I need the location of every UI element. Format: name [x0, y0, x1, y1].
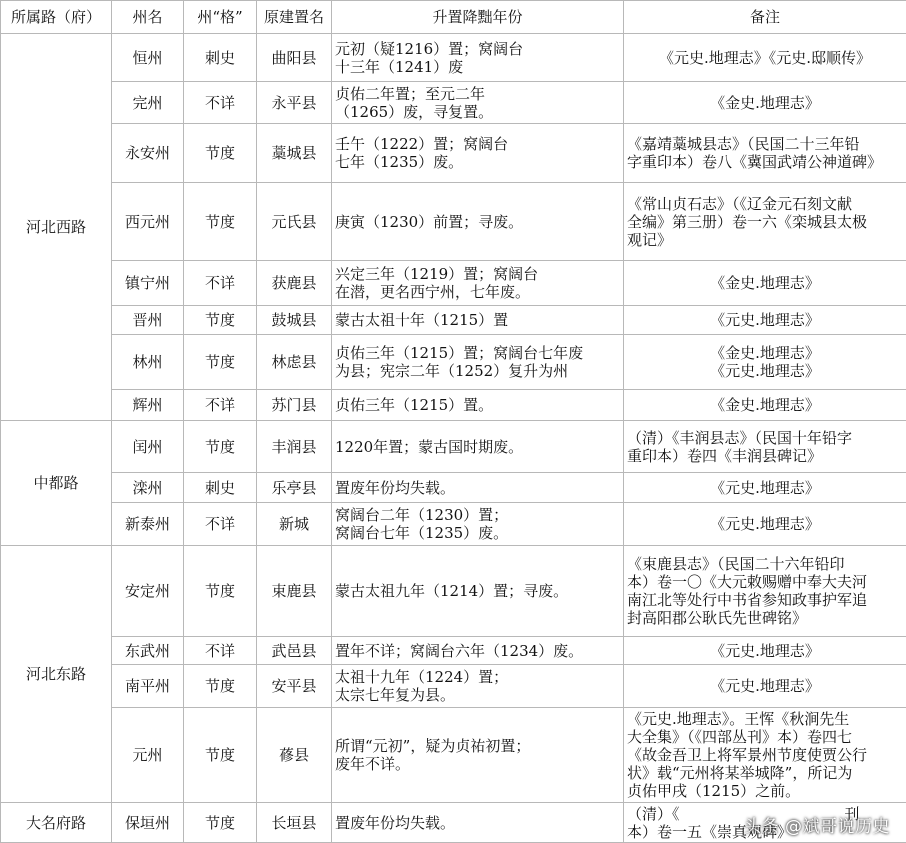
note-cell: 《常山贞石志》（《辽金元石刻文献 全编》第三册）卷一六《栾城县太极 观记》	[624, 183, 906, 261]
year-cell: 置年不详；窝阔台六年（1234）废。	[332, 637, 624, 665]
header-note: 备注	[624, 1, 906, 34]
table-row	[1, 708, 906, 803]
year-cell: 兴定三年（1219）置；窝阔台 在潜，更名西宁州，七年废。	[332, 261, 624, 306]
original-county: 束鹿县	[257, 546, 332, 637]
table-row	[1, 34, 906, 82]
table-row	[1, 665, 906, 708]
prefecture-grade: 节度	[184, 665, 257, 708]
prefecture-grade: 不详	[184, 261, 257, 306]
original-county: 蓚县	[257, 708, 332, 803]
note-cell: 《金史.地理志》 《元史.地理志》	[624, 335, 906, 390]
prefecture-name: 南平州	[112, 665, 184, 708]
original-county: 曲阳县	[257, 34, 332, 82]
year-cell: 蒙古太祖九年（1214）置；寻废。	[332, 546, 624, 637]
header-years: 升置降黜年份	[332, 1, 624, 34]
prefecture-grade: 节度	[184, 183, 257, 261]
prefecture-name: 保垣州	[112, 803, 184, 843]
prefecture-name: 林州	[112, 335, 184, 390]
prefecture-grade: 不详	[184, 503, 257, 546]
original-county: 武邑县	[257, 637, 332, 665]
original-county: 长垣县	[257, 803, 332, 843]
route-cell: 中都路	[1, 421, 112, 546]
note-cell: 《元史.地理志》	[624, 665, 906, 708]
prefecture-grade: 节度	[184, 124, 257, 183]
prefecture-grade: 节度	[184, 335, 257, 390]
prefecture-name: 永安州	[112, 124, 184, 183]
original-county: 永平县	[257, 82, 332, 124]
year-cell: 置废年份均失载。	[332, 803, 624, 843]
prefecture-name: 晋州	[112, 306, 184, 335]
year-cell: 贞佑三年（1215）置。	[332, 390, 624, 421]
prefecture-grade: 节度	[184, 421, 257, 473]
original-county: 安平县	[257, 665, 332, 708]
original-county: 藁城县	[257, 124, 332, 183]
year-cell: 所谓“元初”，疑为贞祐初置； 废年不详。	[332, 708, 624, 803]
table-row	[1, 390, 906, 421]
year-cell: 元初（疑1216）置；窝阔台 十三年（1241）废	[332, 34, 624, 82]
original-county: 乐亭县	[257, 473, 332, 503]
table-row	[1, 421, 906, 473]
note-cell: 《金史.地理志》	[624, 261, 906, 306]
note-cell: 《嘉靖藁城县志》（民国二十三年铅 字重印本）卷八《冀国武靖公神道碑》	[624, 124, 906, 183]
note-cell: 《元史.地理志》《元史.邸顺传》	[624, 34, 906, 82]
table-row	[1, 503, 906, 546]
note-cell: 《束鹿县志》（民国二十六年铅印 本）卷一〇《大元敕赐赠中奉大夫河 南江北等处行中书省参知政事护军追 封高阳郡公耿氏先世碑铭》	[624, 546, 906, 637]
route-cell: 大名府路	[1, 803, 112, 843]
watermark: 头条 @斌哥说历史	[744, 812, 890, 837]
prefecture-name: 元州	[112, 708, 184, 803]
year-cell: 置废年份均失载。	[332, 473, 624, 503]
year-cell: 蒙古太祖十年（1215）置	[332, 306, 624, 335]
prefecture-name: 辉州	[112, 390, 184, 421]
table-row	[1, 82, 906, 124]
prefecture-grade: 节度	[184, 803, 257, 843]
route-cell: 河北西路	[1, 34, 112, 421]
prefecture-grade: 节度	[184, 708, 257, 803]
original-county: 鼓城县	[257, 306, 332, 335]
note-cell: 《元史.地理志》	[624, 306, 906, 335]
note-cell: 《金史.地理志》	[624, 390, 906, 421]
table-row	[1, 473, 906, 503]
prefecture-name: 东武州	[112, 637, 184, 665]
prefecture-grade: 节度	[184, 306, 257, 335]
prefecture-name: 完州	[112, 82, 184, 124]
original-county: 林虑县	[257, 335, 332, 390]
year-cell: 庚寅（1230）前置；寻废。	[332, 183, 624, 261]
note-cell: 《金史.地理志》	[624, 82, 906, 124]
table-row	[1, 637, 906, 665]
note-cell: 《元史.地理志》	[624, 637, 906, 665]
note-cell: （清）《丰润县志》（民国十年铅字 重印本）卷四《丰润县碑记》	[624, 421, 906, 473]
header-name: 州名	[112, 1, 184, 34]
table-row	[1, 183, 906, 261]
header-orig: 原建置名	[257, 1, 332, 34]
note-cell: （清）《 刊 本）卷一五《崇真观碑》	[624, 803, 906, 843]
route-cell: 河北东路	[1, 546, 112, 803]
table-row	[1, 335, 906, 390]
prefecture-grade: 节度	[184, 546, 257, 637]
original-county: 新城	[257, 503, 332, 546]
note-cell: 《元史.地理志》	[624, 503, 906, 546]
original-county: 丰润县	[257, 421, 332, 473]
table-row	[1, 261, 906, 306]
original-county: 元氏县	[257, 183, 332, 261]
year-cell: 壬午（1222）置；窝阔台 七年（1235）废。	[332, 124, 624, 183]
year-cell: 窝阔台二年（1230）置； 窝阔台七年（1235）废。	[332, 503, 624, 546]
year-cell: 贞佑二年置；至元二年 （1265）废，寻复置。	[332, 82, 624, 124]
table-row	[1, 124, 906, 183]
table-row	[1, 306, 906, 335]
year-cell: 贞佑三年（1215）置；窝阔台七年废 为县；宪宗二年（1252）复升为州	[332, 335, 624, 390]
table-row	[1, 546, 906, 637]
note-cell: 《元史.地理志》	[624, 473, 906, 503]
prefecture-name: 闰州	[112, 421, 184, 473]
prefecture-grade: 不详	[184, 82, 257, 124]
prefecture-name: 恒州	[112, 34, 184, 82]
header-grade: 州“格”	[184, 1, 257, 34]
prefecture-name: 安定州	[112, 546, 184, 637]
prefecture-name: 镇宁州	[112, 261, 184, 306]
prefecture-grade: 刺史	[184, 34, 257, 82]
prefecture-name: 滦州	[112, 473, 184, 503]
original-county: 苏门县	[257, 390, 332, 421]
prefecture-grade: 不详	[184, 637, 257, 665]
prefecture-name: 西元州	[112, 183, 184, 261]
original-county: 获鹿县	[257, 261, 332, 306]
year-cell: 1220年置；蒙古国时期废。	[332, 421, 624, 473]
header-route: 所属路（府）	[1, 1, 112, 34]
header-row	[1, 1, 906, 34]
year-cell: 太祖十九年（1224）置； 太宗七年复为县。	[332, 665, 624, 708]
note-cell: 《元史.地理志》。王恽《秋涧先生 大全集》（《四部丛刊》本）卷四七 《故金吾卫上将军景州节度使贾公行 状》载“元州将某举城降”，所记为 贞佑甲戌（1215）之前。	[624, 708, 906, 803]
prefecture-name: 新泰州	[112, 503, 184, 546]
prefecture-grade: 刺史	[184, 473, 257, 503]
prefecture-grade: 不详	[184, 390, 257, 421]
